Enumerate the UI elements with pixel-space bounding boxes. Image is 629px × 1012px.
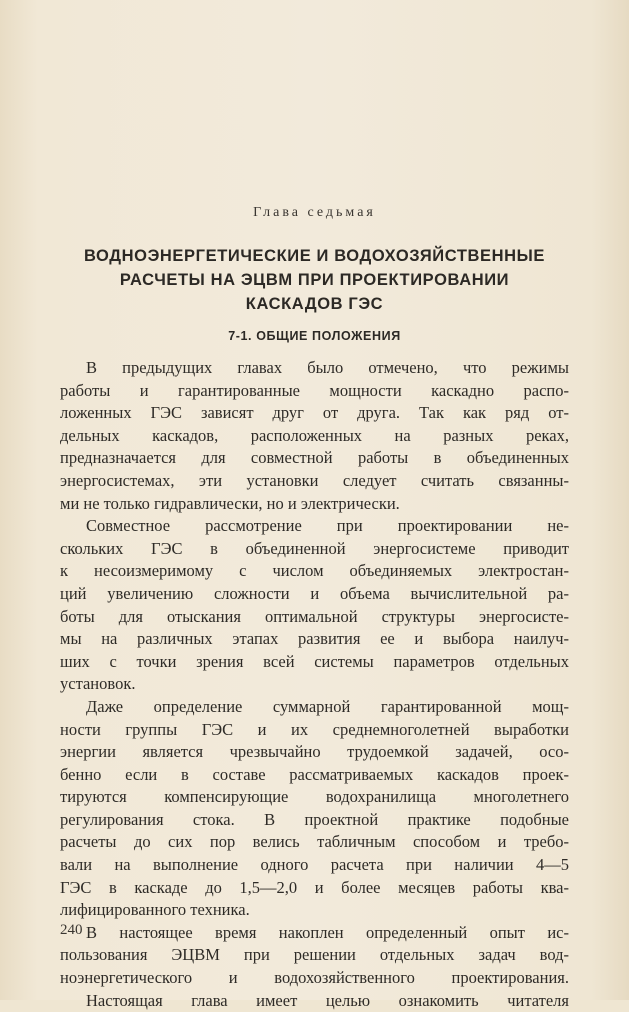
section-heading: 7-1. ОБЩИЕ ПОЛОЖЕНИЯ [228,329,401,343]
text-line: регулирования стока. В проектной практике подобные [60,809,569,829]
chapter-heading: Глава седьмая [253,205,376,220]
chapter-title-line: РАСЧЕТЫ НА ЭЦВМ ПРИ ПРОЕКТИРОВАНИИ [119,271,510,289]
text-line: вали на выполнение одного расчета при наличии 4—5 [60,855,569,875]
text-line: дельных каскадов, расположенных на разных реках, [60,425,569,445]
text-line: предназначается для совместной работы в объединенных [60,448,569,468]
text-line: В настоящее время накоплен определенный опыт ис- [86,922,569,942]
chapter-title-line: КАСКАДОВ ГЭС [245,295,384,313]
chapter-title [40,244,589,316]
text-line: ноэнергетического и водохозяйственного проектирования. [60,968,569,988]
text-line: к несоизмеримому с числом объединяемых электростан- [60,561,569,581]
text-line: боты для отыскания оптимальной структуры энергосисте- [60,606,569,626]
text-line: скольких ГЭС в объединенной энергосистеме приводит [60,538,569,558]
text-line: Совместное рассмотрение при проектировании не- [86,516,569,536]
text-line: лифицированного техника. [60,900,250,920]
text-line: работы и гарантированные мощности каскадно распо- [60,380,569,400]
text-line: бенно если в составе рассматриваемых каскадов проек- [60,764,569,784]
page-number: 240 [60,922,83,938]
chapter-title-line: ВОДНОЭНЕРГЕТИЧЕСКИЕ И ВОДОХОЗЯЙСТВЕННЫЕ [83,247,546,265]
text-line: Даже определение суммарной гарантированной мощ- [86,696,569,716]
text-line: энергосистемах, эти установки следует считать связанны- [60,470,569,490]
text-line: В предыдущих главах было отмечено, что режимы [86,358,569,377]
text-line: расчеты до сих пор велись табличным способом и требо- [60,832,569,852]
text-line: ГЭС в каскаде до 1,5—2,0 и более месяцев работы ква- [60,877,569,897]
text-line: Настоящая глава имеет целью ознакомить читателя [86,990,569,1010]
text-line: тируются компенсирующие водохранилища многолетнего [60,787,569,807]
text-line: установок. [60,674,136,694]
text-line: энергии является чрезвычайно трудоемкой задачей, осо- [60,742,569,762]
text-line: ности группы ГЭС и их среднемноголетней выработки [60,719,569,739]
text-line: ми не только гидравлически, но и электрически. [60,493,400,513]
text-line: ших с точки зрения всей системы параметров отдельных [60,651,569,671]
text-line: ложенных ГЭС зависят друг от друга. Так как ряд от- [60,403,569,423]
text-line: ций увеличению сложности и объема вычислительной ра- [60,583,569,603]
text-line: пользования ЭЦВМ при решении отдельных задач вод- [60,945,569,965]
text-line: мы на различных этапах развития ее и выбора наилуч- [60,629,569,649]
